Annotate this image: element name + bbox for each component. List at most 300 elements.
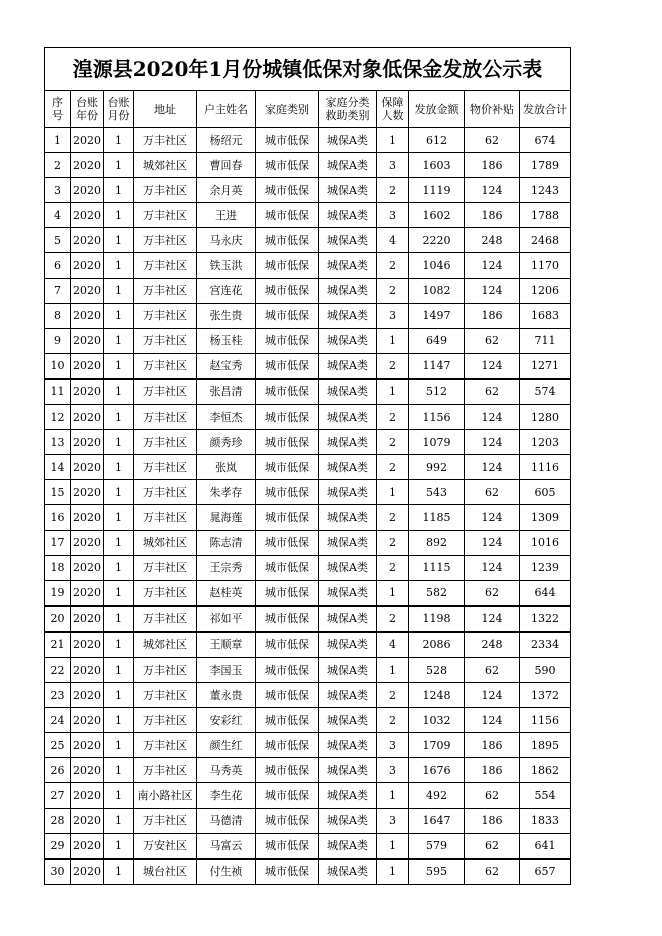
cell-address: 城郊社区 <box>134 153 197 178</box>
cell-month: 1 <box>104 580 134 606</box>
header-address-text: 地址 <box>154 102 176 116</box>
cell-family-type: 城市低保 <box>256 455 319 480</box>
cell-aid-category: 城保A类 <box>319 733 377 758</box>
header-persons <box>377 91 409 128</box>
cell-amount: 1647 <box>409 808 465 833</box>
cell-index: 19 <box>45 580 71 606</box>
cell-address: 万丰社区 <box>134 683 197 708</box>
cell-index: 18 <box>45 555 71 580</box>
cell-aid-category: 城保A类 <box>319 580 377 606</box>
cell-month: 1 <box>104 555 134 580</box>
cell-family-type: 城市低保 <box>256 278 319 303</box>
cell-family-type: 城市低保 <box>256 178 319 203</box>
cell-index: 24 <box>45 708 71 733</box>
cell-month: 1 <box>104 455 134 480</box>
cell-total: 590 <box>520 657 571 682</box>
cell-persons: 1 <box>377 783 409 808</box>
cell-householder-name: 董永贵 <box>197 683 256 708</box>
table-row <box>45 328 571 353</box>
cell-family-type: 城市低保 <box>256 555 319 580</box>
table-row <box>45 303 571 328</box>
cell-month: 1 <box>104 708 134 733</box>
cell-address: 万丰社区 <box>134 178 197 203</box>
cell-persons: 3 <box>377 808 409 833</box>
cell-aid-category: 城保A类 <box>319 530 377 555</box>
cell-price-subsidy: 124 <box>465 708 520 733</box>
cell-month: 1 <box>104 228 134 253</box>
cell-index: 15 <box>45 480 71 505</box>
header-persons-text: 人数 <box>381 109 404 122</box>
cell-year: 2020 <box>71 632 104 658</box>
header-index-text: 号 <box>52 109 63 122</box>
cell-month: 1 <box>104 203 134 228</box>
cell-persons: 3 <box>377 203 409 228</box>
cell-index: 3 <box>45 178 71 203</box>
cell-address: 万丰社区 <box>134 405 197 430</box>
table-body <box>45 128 571 885</box>
header-family-type <box>256 91 319 128</box>
cell-persons: 4 <box>377 228 409 253</box>
cell-index: 12 <box>45 405 71 430</box>
cell-month: 1 <box>104 632 134 658</box>
cell-price-subsidy: 186 <box>465 808 520 833</box>
cell-persons: 2 <box>377 708 409 733</box>
table-row <box>45 580 571 606</box>
cell-householder-name: 杨绍元 <box>197 128 256 153</box>
table-row <box>45 430 571 455</box>
cell-householder-name: 张昌清 <box>197 379 256 405</box>
cell-month: 1 <box>104 128 134 153</box>
table-row <box>45 683 571 708</box>
cell-month: 1 <box>104 328 134 353</box>
cell-aid-category: 城保A类 <box>319 606 377 632</box>
cell-index: 21 <box>45 632 71 658</box>
cell-householder-name: 陈志清 <box>197 530 256 555</box>
cell-total: 1271 <box>520 353 571 379</box>
cell-year: 2020 <box>71 733 104 758</box>
cell-householder-name: 李生花 <box>197 783 256 808</box>
cell-amount: 649 <box>409 328 465 353</box>
cell-persons: 2 <box>377 178 409 203</box>
cell-year: 2020 <box>71 859 104 885</box>
cell-address: 城郊社区 <box>134 530 197 555</box>
cell-price-subsidy: 124 <box>465 505 520 530</box>
cell-index: 23 <box>45 683 71 708</box>
cell-year: 2020 <box>71 405 104 430</box>
cell-month: 1 <box>104 353 134 379</box>
cell-month: 1 <box>104 405 134 430</box>
cell-year: 2020 <box>71 153 104 178</box>
cell-address: 万丰社区 <box>134 303 197 328</box>
cell-year: 2020 <box>71 555 104 580</box>
cell-persons: 2 <box>377 505 409 530</box>
cell-householder-name: 祁如平 <box>197 606 256 632</box>
cell-family-type: 城市低保 <box>256 303 319 328</box>
header-amount <box>409 91 465 128</box>
header-index-text: 序 <box>52 96 63 109</box>
cell-family-type: 城市低保 <box>256 353 319 379</box>
cell-aid-category: 城保A类 <box>319 203 377 228</box>
cell-year: 2020 <box>71 328 104 353</box>
header-householder-name <box>197 91 256 128</box>
cell-persons: 2 <box>377 455 409 480</box>
cell-householder-name: 余月英 <box>197 178 256 203</box>
cell-persons: 3 <box>377 733 409 758</box>
cell-persons: 2 <box>377 606 409 632</box>
cell-year: 2020 <box>71 833 104 859</box>
cell-householder-name: 王宗秀 <box>197 555 256 580</box>
cell-price-subsidy: 62 <box>465 128 520 153</box>
table-row <box>45 178 571 203</box>
cell-persons: 4 <box>377 632 409 658</box>
cell-family-type: 城市低保 <box>256 405 319 430</box>
cell-aid-category: 城保A类 <box>319 328 377 353</box>
cell-price-subsidy: 124 <box>465 430 520 455</box>
table-row <box>45 733 571 758</box>
table-row <box>45 530 571 555</box>
header-total <box>520 91 571 128</box>
cell-index: 7 <box>45 278 71 303</box>
cell-amount: 1709 <box>409 733 465 758</box>
cell-price-subsidy: 124 <box>465 530 520 555</box>
cell-amount: 1032 <box>409 708 465 733</box>
cell-amount: 1082 <box>409 278 465 303</box>
cell-householder-name: 颜生红 <box>197 733 256 758</box>
cell-persons: 1 <box>377 128 409 153</box>
cell-month: 1 <box>104 657 134 682</box>
cell-year: 2020 <box>71 303 104 328</box>
table-row <box>45 253 571 278</box>
cell-index: 13 <box>45 430 71 455</box>
cell-year: 2020 <box>71 606 104 632</box>
cell-address: 城郊社区 <box>134 632 197 658</box>
cell-persons: 1 <box>377 833 409 859</box>
cell-householder-name: 马永庆 <box>197 228 256 253</box>
cell-index: 14 <box>45 455 71 480</box>
cell-aid-category: 城保A类 <box>319 353 377 379</box>
cell-price-subsidy: 248 <box>465 632 520 658</box>
cell-total: 1206 <box>520 278 571 303</box>
cell-month: 1 <box>104 733 134 758</box>
cell-aid-category: 城保A类 <box>319 859 377 885</box>
cell-persons: 2 <box>377 353 409 379</box>
cell-persons: 1 <box>377 859 409 885</box>
cell-year: 2020 <box>71 530 104 555</box>
cell-total: 1309 <box>520 505 571 530</box>
cell-month: 1 <box>104 859 134 885</box>
cell-aid-category: 城保A类 <box>319 657 377 682</box>
cell-family-type: 城市低保 <box>256 808 319 833</box>
cell-amount: 1497 <box>409 303 465 328</box>
cell-address: 万丰社区 <box>134 480 197 505</box>
cell-amount: 892 <box>409 530 465 555</box>
cell-address: 万丰社区 <box>134 353 197 379</box>
cell-amount: 582 <box>409 580 465 606</box>
cell-year: 2020 <box>71 708 104 733</box>
table-row <box>45 153 571 178</box>
page-title: 湟源县2020年1月份城镇低保对象低保金发放公示表 <box>45 48 571 91</box>
cell-householder-name: 曹回春 <box>197 153 256 178</box>
cell-price-subsidy: 62 <box>465 328 520 353</box>
cell-price-subsidy: 62 <box>465 480 520 505</box>
cell-family-type: 城市低保 <box>256 530 319 555</box>
table-row <box>45 278 571 303</box>
cell-total: 1789 <box>520 153 571 178</box>
cell-index: 10 <box>45 353 71 379</box>
cell-year: 2020 <box>71 278 104 303</box>
cell-family-type: 城市低保 <box>256 683 319 708</box>
cell-year: 2020 <box>71 379 104 405</box>
cell-month: 1 <box>104 530 134 555</box>
cell-month: 1 <box>104 833 134 859</box>
cell-aid-category: 城保A类 <box>319 683 377 708</box>
cell-price-subsidy: 62 <box>465 580 520 606</box>
table-row <box>45 833 571 859</box>
cell-price-subsidy: 124 <box>465 178 520 203</box>
cell-year: 2020 <box>71 480 104 505</box>
cell-price-subsidy: 62 <box>465 379 520 405</box>
cell-family-type: 城市低保 <box>256 128 319 153</box>
cell-index: 5 <box>45 228 71 253</box>
cell-aid-category: 城保A类 <box>319 228 377 253</box>
cell-total: 2468 <box>520 228 571 253</box>
cell-amount: 1603 <box>409 153 465 178</box>
cell-total: 1280 <box>520 405 571 430</box>
cell-index: 27 <box>45 783 71 808</box>
cell-index: 9 <box>45 328 71 353</box>
cell-index: 20 <box>45 606 71 632</box>
cell-month: 1 <box>104 758 134 783</box>
cell-total: 674 <box>520 128 571 153</box>
cell-aid-category: 城保A类 <box>319 303 377 328</box>
header-aid-category-text: 家庭分类 <box>325 96 370 109</box>
cell-family-type: 城市低保 <box>256 833 319 859</box>
cell-month: 1 <box>104 253 134 278</box>
cell-address: 万丰社区 <box>134 733 197 758</box>
cell-index: 16 <box>45 505 71 530</box>
cell-index: 22 <box>45 657 71 682</box>
cell-month: 1 <box>104 303 134 328</box>
header-year-text: 台账 <box>76 96 98 109</box>
cell-price-subsidy: 124 <box>465 405 520 430</box>
table-row <box>45 505 571 530</box>
cell-householder-name: 张生贵 <box>197 303 256 328</box>
cell-persons: 1 <box>377 379 409 405</box>
cell-householder-name: 铁玉洪 <box>197 253 256 278</box>
cell-month: 1 <box>104 480 134 505</box>
cell-total: 1322 <box>520 606 571 632</box>
cell-price-subsidy: 124 <box>465 555 520 580</box>
table-row <box>45 808 571 833</box>
cell-address: 万丰社区 <box>134 758 197 783</box>
cell-aid-category: 城保A类 <box>319 758 377 783</box>
cell-year: 2020 <box>71 353 104 379</box>
cell-persons: 2 <box>377 278 409 303</box>
cell-year: 2020 <box>71 808 104 833</box>
header-price-subsidy <box>465 91 520 128</box>
header-family-type-text: 家庭类别 <box>265 102 309 116</box>
cell-amount: 492 <box>409 783 465 808</box>
cell-address: 万丰社区 <box>134 505 197 530</box>
cell-aid-category: 城保A类 <box>319 632 377 658</box>
cell-householder-name: 马富云 <box>197 833 256 859</box>
cell-total: 657 <box>520 859 571 885</box>
cell-householder-name: 王顺章 <box>197 632 256 658</box>
table-row <box>45 859 571 885</box>
cell-family-type: 城市低保 <box>256 783 319 808</box>
table-row <box>45 203 571 228</box>
cell-total: 1788 <box>520 203 571 228</box>
cell-persons: 3 <box>377 758 409 783</box>
cell-amount: 543 <box>409 480 465 505</box>
cell-aid-category: 城保A类 <box>319 178 377 203</box>
cell-total: 1372 <box>520 683 571 708</box>
cell-total: 1243 <box>520 178 571 203</box>
cell-address: 城台社区 <box>134 859 197 885</box>
cell-family-type: 城市低保 <box>256 580 319 606</box>
cell-aid-category: 城保A类 <box>319 455 377 480</box>
cell-price-subsidy: 124 <box>465 683 520 708</box>
table-row <box>45 405 571 430</box>
table-row <box>45 708 571 733</box>
cell-index: 29 <box>45 833 71 859</box>
cell-address: 万安社区 <box>134 833 197 859</box>
cell-total: 1016 <box>520 530 571 555</box>
cell-aid-category: 城保A类 <box>319 278 377 303</box>
cell-amount: 2086 <box>409 632 465 658</box>
cell-total: 1683 <box>520 303 571 328</box>
cell-month: 1 <box>104 278 134 303</box>
cell-index: 17 <box>45 530 71 555</box>
cell-householder-name: 晁海莲 <box>197 505 256 530</box>
cell-family-type: 城市低保 <box>256 203 319 228</box>
cell-persons: 3 <box>377 153 409 178</box>
cell-price-subsidy: 186 <box>465 303 520 328</box>
cell-year: 2020 <box>71 455 104 480</box>
cell-family-type: 城市低保 <box>256 379 319 405</box>
header-aid-category <box>319 91 377 128</box>
cell-persons: 3 <box>377 303 409 328</box>
cell-amount: 1079 <box>409 430 465 455</box>
cell-month: 1 <box>104 606 134 632</box>
cell-price-subsidy: 124 <box>465 278 520 303</box>
cell-address: 万丰社区 <box>134 657 197 682</box>
cell-householder-name: 赵桂英 <box>197 580 256 606</box>
cell-price-subsidy: 186 <box>465 153 520 178</box>
cell-address: 万丰社区 <box>134 808 197 833</box>
table-row <box>45 379 571 405</box>
cell-price-subsidy: 62 <box>465 783 520 808</box>
cell-aid-category: 城保A类 <box>319 783 377 808</box>
cell-family-type: 城市低保 <box>256 657 319 682</box>
cell-family-type: 城市低保 <box>256 758 319 783</box>
cell-total: 711 <box>520 328 571 353</box>
header-price-subsidy-text: 物价补贴 <box>470 102 514 116</box>
cell-address: 万丰社区 <box>134 228 197 253</box>
cell-year: 2020 <box>71 203 104 228</box>
cell-total: 1156 <box>520 708 571 733</box>
header-month <box>104 91 134 128</box>
cell-aid-category: 城保A类 <box>319 430 377 455</box>
cell-total: 1170 <box>520 253 571 278</box>
cell-amount: 528 <box>409 657 465 682</box>
cell-price-subsidy: 186 <box>465 733 520 758</box>
cell-index: 4 <box>45 203 71 228</box>
cell-year: 2020 <box>71 228 104 253</box>
cell-address: 万丰社区 <box>134 253 197 278</box>
table-row <box>45 353 571 379</box>
cell-aid-category: 城保A类 <box>319 505 377 530</box>
cell-family-type: 城市低保 <box>256 632 319 658</box>
cell-address: 万丰社区 <box>134 278 197 303</box>
cell-householder-name: 朱孝存 <box>197 480 256 505</box>
cell-amount: 1602 <box>409 203 465 228</box>
cell-month: 1 <box>104 808 134 833</box>
cell-total: 1895 <box>520 733 571 758</box>
cell-aid-category: 城保A类 <box>319 253 377 278</box>
cell-family-type: 城市低保 <box>256 505 319 530</box>
cell-total: 641 <box>520 833 571 859</box>
cell-aid-category: 城保A类 <box>319 708 377 733</box>
cell-total: 2334 <box>520 632 571 658</box>
cell-year: 2020 <box>71 253 104 278</box>
cell-householder-name: 杨玉桂 <box>197 328 256 353</box>
cell-month: 1 <box>104 683 134 708</box>
cell-month: 1 <box>104 430 134 455</box>
cell-address: 万丰社区 <box>134 379 197 405</box>
cell-address: 万丰社区 <box>134 128 197 153</box>
cell-amount: 1198 <box>409 606 465 632</box>
cell-aid-category: 城保A类 <box>319 405 377 430</box>
cell-householder-name: 张岚 <box>197 455 256 480</box>
cell-address: 万丰社区 <box>134 455 197 480</box>
cell-address: 万丰社区 <box>134 606 197 632</box>
cell-persons: 2 <box>377 683 409 708</box>
cell-year: 2020 <box>71 580 104 606</box>
cell-persons: 2 <box>377 530 409 555</box>
cell-year: 2020 <box>71 178 104 203</box>
header-row <box>45 91 571 128</box>
header-householder-name-text: 户主姓名 <box>204 102 248 116</box>
table-row <box>45 758 571 783</box>
cell-price-subsidy: 186 <box>465 203 520 228</box>
cell-persons: 2 <box>377 405 409 430</box>
cell-total: 1116 <box>520 455 571 480</box>
cell-index: 25 <box>45 733 71 758</box>
cell-total: 1833 <box>520 808 571 833</box>
cell-price-subsidy: 62 <box>465 657 520 682</box>
cell-address: 南小路社区 <box>134 783 197 808</box>
cell-price-subsidy: 62 <box>465 859 520 885</box>
disbursement-table <box>44 47 571 885</box>
cell-month: 1 <box>104 379 134 405</box>
table-row <box>45 228 571 253</box>
cell-householder-name: 李恒杰 <box>197 405 256 430</box>
cell-index: 30 <box>45 859 71 885</box>
header-year <box>71 91 104 128</box>
cell-price-subsidy: 124 <box>465 253 520 278</box>
cell-family-type: 城市低保 <box>256 859 319 885</box>
cell-index: 26 <box>45 758 71 783</box>
cell-index: 11 <box>45 379 71 405</box>
cell-year: 2020 <box>71 430 104 455</box>
table-row <box>45 555 571 580</box>
cell-amount: 1676 <box>409 758 465 783</box>
cell-persons: 1 <box>377 580 409 606</box>
cell-total: 554 <box>520 783 571 808</box>
cell-amount: 579 <box>409 833 465 859</box>
cell-householder-name: 付生祯 <box>197 859 256 885</box>
